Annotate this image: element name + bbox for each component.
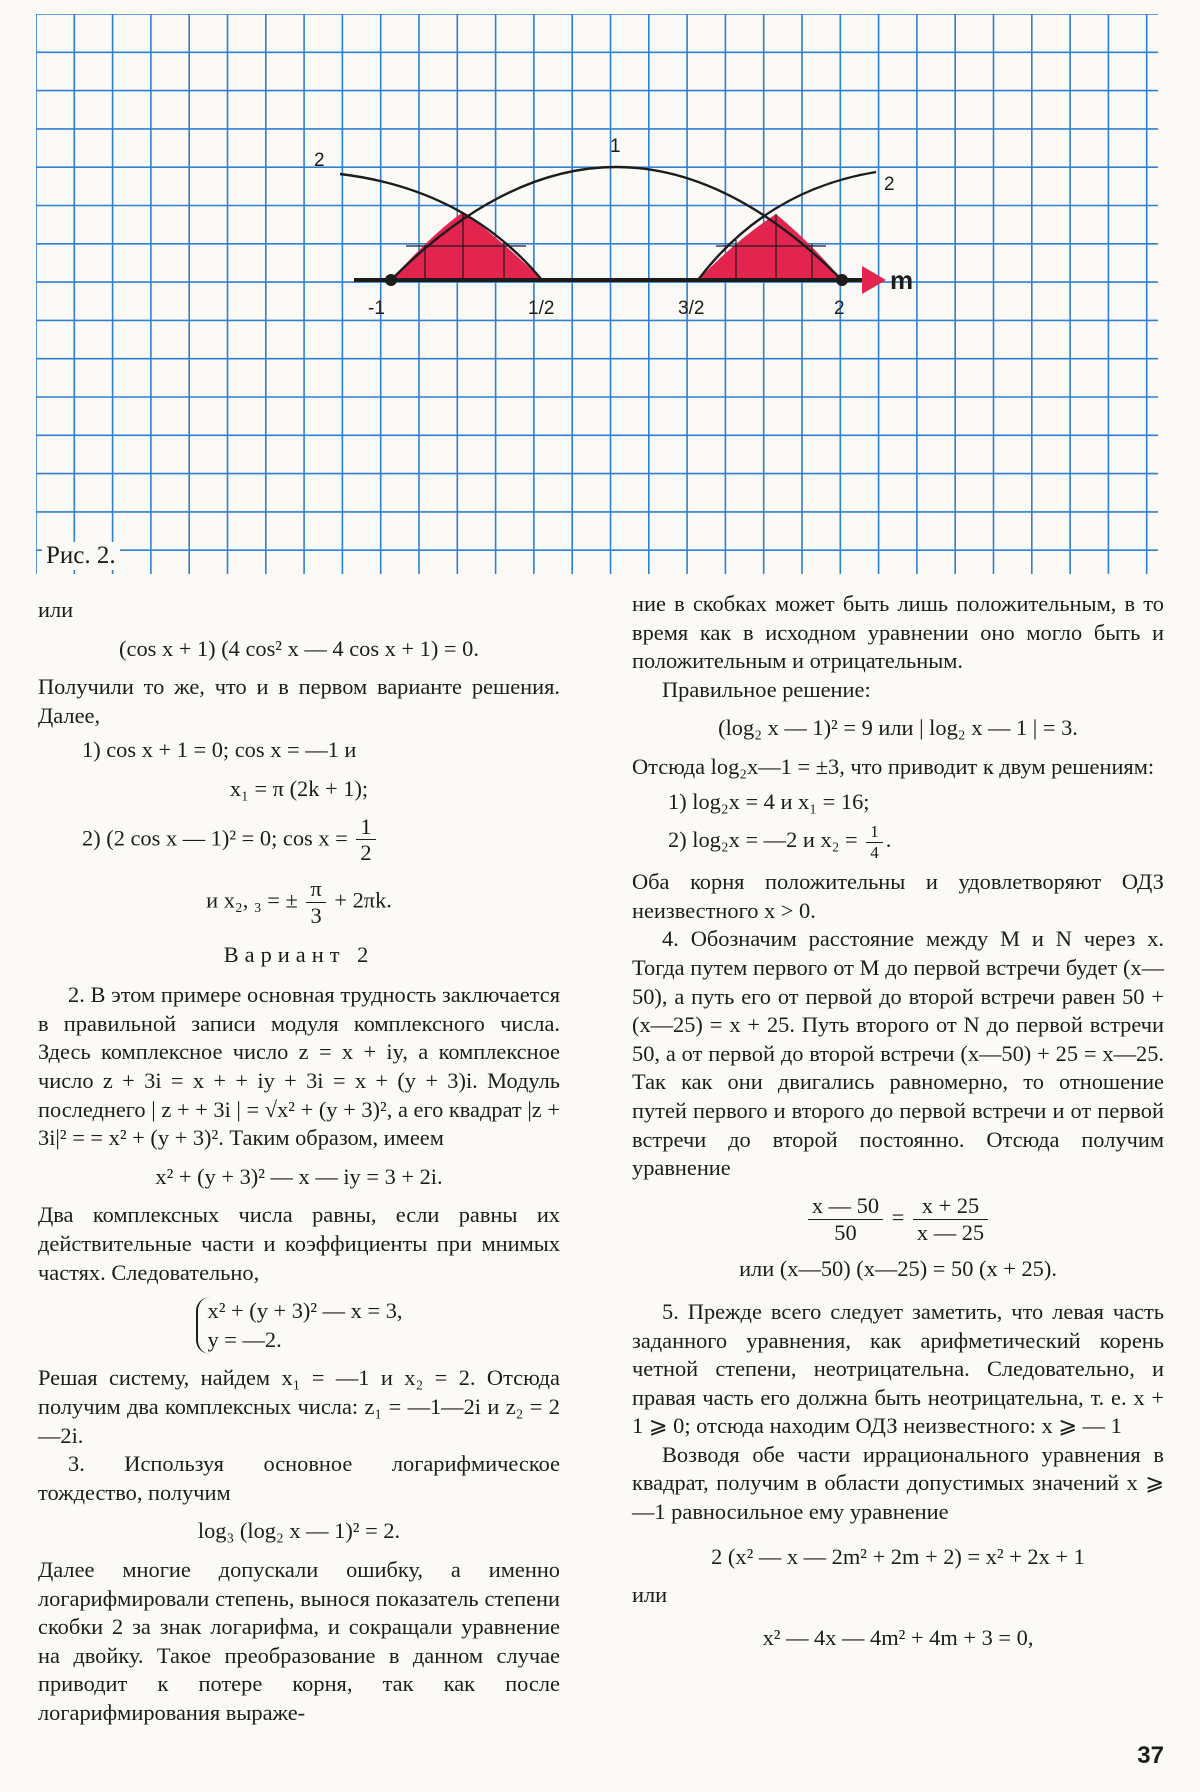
equation xyxy=(38,814,560,867)
paragraph: Оба корня положительны и удовлетворяют ОДЗ неизвестного x > 0. xyxy=(632,869,1164,923)
numerator: π xyxy=(306,876,325,903)
equation: x² — 4x — 4m² + 4m + 3 = 0, xyxy=(762,1624,1034,1650)
curve-label-2-left: 2 xyxy=(314,150,325,171)
denominator: 2 xyxy=(360,840,372,866)
tick-label-2: 2 xyxy=(834,298,845,319)
equation-part: и x₂, ₃ = ± xyxy=(206,887,298,913)
paragraph: Получили то же, что и в первом варианте решения. Далее, xyxy=(38,674,560,728)
numerator: x — 50 xyxy=(808,1193,883,1220)
equation-part: 2) (2 cos x — 1)² = 0; cos x = xyxy=(82,824,348,850)
fraction xyxy=(306,876,325,929)
paragraph: 3. Используя основное логарифмическое тождество, получим xyxy=(38,1451,560,1505)
fraction xyxy=(356,814,375,867)
equation: 2 (x² — x — 2m² + 2m + 2) = x² + 2x + 1 xyxy=(711,1543,1085,1569)
denominator: x — 25 xyxy=(916,1219,985,1245)
equals-sign: = xyxy=(891,1204,905,1230)
paragraph: ние в скобках может быть лишь положительным, в то время как в исходном уравнении оно могло быть и положительным и отрицательным. xyxy=(632,591,1164,674)
curve-label-2-right: 2 xyxy=(884,174,895,195)
axis-label: m xyxy=(890,265,914,295)
left-column xyxy=(38,596,560,1727)
tick-label-half: 1/2 xyxy=(528,298,555,319)
tick-label-three-halves: 3/2 xyxy=(678,298,705,319)
equation-part: . xyxy=(885,827,892,853)
equation-part: 2) log₂x = —2 и x₂ = xyxy=(668,827,858,853)
paragraph: 2. В этом примере основная трудность заключается в правильной записи модуля комплексного числа. Здесь комплексное число z = x + iy, а комплексное число z + 3i = x + + iy + 3i = x + (y + 3)i. Модуль последнего | z + + 3i | = √x² + (y + 3)², а его квадрат |z + 3i|² = = x² + (y + 3)². Таким образом, имеем xyxy=(38,982,560,1151)
grid-lines xyxy=(36,14,1158,574)
denominator: 4 xyxy=(870,842,879,862)
system-brace xyxy=(196,1297,403,1354)
shaded-region-right xyxy=(698,214,842,280)
equation: x₁ = π (2k + 1); xyxy=(229,775,369,801)
numerator: 1 xyxy=(356,814,375,841)
denominator: 3 xyxy=(310,902,322,928)
paragraph: 4. Обозначим расстояние между M и N через x. Тогда путем первого от M до первой встречи будет (x—50), а путь его от первой до второй встречи равен 50 + (x—25) = x + 25. Путь второго от N до первой встречи 50, а от первой до второй встречи (x—50) + 25 = x—25. Так как они двигались равномерно, то отношение путей первого и второго до первой встречи и от первой встречи до второй постоянно. Отсюда получим уравнение xyxy=(632,926,1164,1181)
figure-2 xyxy=(36,14,1158,574)
paragraph: Два комплексных числа равны, если равны их действительные части и коэффициенты при мнимых частях. Следовательно, xyxy=(38,1202,560,1285)
point-2 xyxy=(836,274,848,286)
fraction xyxy=(913,1193,988,1246)
equation xyxy=(632,1193,1164,1246)
system-line: y = —2. xyxy=(207,1326,282,1352)
equation-part: + 2πk. xyxy=(334,887,392,913)
page-number: 37 xyxy=(1137,1742,1164,1769)
section-heading: Вариант 2 xyxy=(223,941,375,967)
right-column xyxy=(632,590,1164,1662)
equation xyxy=(632,822,1164,862)
equation: x² + (y + 3)² — x — iy = 3 + 2i. xyxy=(155,1163,443,1189)
equation xyxy=(38,876,560,929)
paragraph: Далее многие допускали ошибку, а именно логарифмировали степень, вынося показатель степени скобки 2 за знак логарифма, и сокращали уравнение на двойку. Такое преобразование в данном случае приводит к потере корня, так как после логарифмирования выраже- xyxy=(38,1556,560,1725)
numerator: x + 25 xyxy=(913,1193,988,1220)
graph-paper-figure xyxy=(36,14,1158,574)
fraction xyxy=(866,822,883,862)
paragraph: Отсюда log₂x—1 = ±3, что приводит к двум решениям: xyxy=(632,753,1155,779)
denominator: 50 xyxy=(834,1219,857,1245)
equation: (log₂ x — 1)² = 9 или | log₂ x — 1 | = 3. xyxy=(718,715,1078,741)
paragraph: 5. Прежде всего следует заметить, что левая часть заданного уравнения, как арифметический корень четной степени, неотрицательна. Следовательно, и правая часть его должна быть неотрицательна, т. е. x + 1 ⩾ 0; отсюда находим ОДЗ неизвестного: x ⩾ — 1 xyxy=(632,1298,1164,1439)
fraction xyxy=(808,1193,883,1246)
system-line: x² + (y + 3)² — x = 3, xyxy=(207,1298,403,1324)
equation: 1) log₂x = 4 и x₁ = 16; xyxy=(668,788,870,814)
equation: или (x—50) (x—25) = 50 (x + 25). xyxy=(739,1256,1057,1282)
equation: 1) cos x + 1 = 0; cos x = —1 и xyxy=(82,737,357,763)
paragraph: Правильное решение: xyxy=(662,676,871,702)
axis-arrow-icon xyxy=(862,266,886,294)
paragraph: Решая систему, найдем x₁ = —1 и x₂ = 2. Отсюда получим два комплексных числа: z₁ = —1—2i и z₂ = 2—2i. xyxy=(38,1365,560,1448)
text-or: или xyxy=(38,597,74,622)
tick-label-minus-1: -1 xyxy=(368,298,385,319)
equation-system xyxy=(38,1297,560,1354)
figure-caption: Рис. 2. xyxy=(42,542,120,570)
equation: log₃ (log₂ x — 1)² = 2. xyxy=(197,1518,401,1544)
text-or: или xyxy=(632,1582,668,1608)
numerator: 1 xyxy=(866,822,883,843)
point-minus-1 xyxy=(385,274,397,286)
curve-label-1: 1 xyxy=(610,136,621,157)
equation: (cos x + 1) (4 cos² x — 4 cos x + 1) = 0. xyxy=(119,635,479,661)
paragraph: Возводя обе части иррационального уравнения в квадрат, получим в области допустимых значений x ⩾ —1 равносильное ему уравнение xyxy=(632,1441,1164,1525)
